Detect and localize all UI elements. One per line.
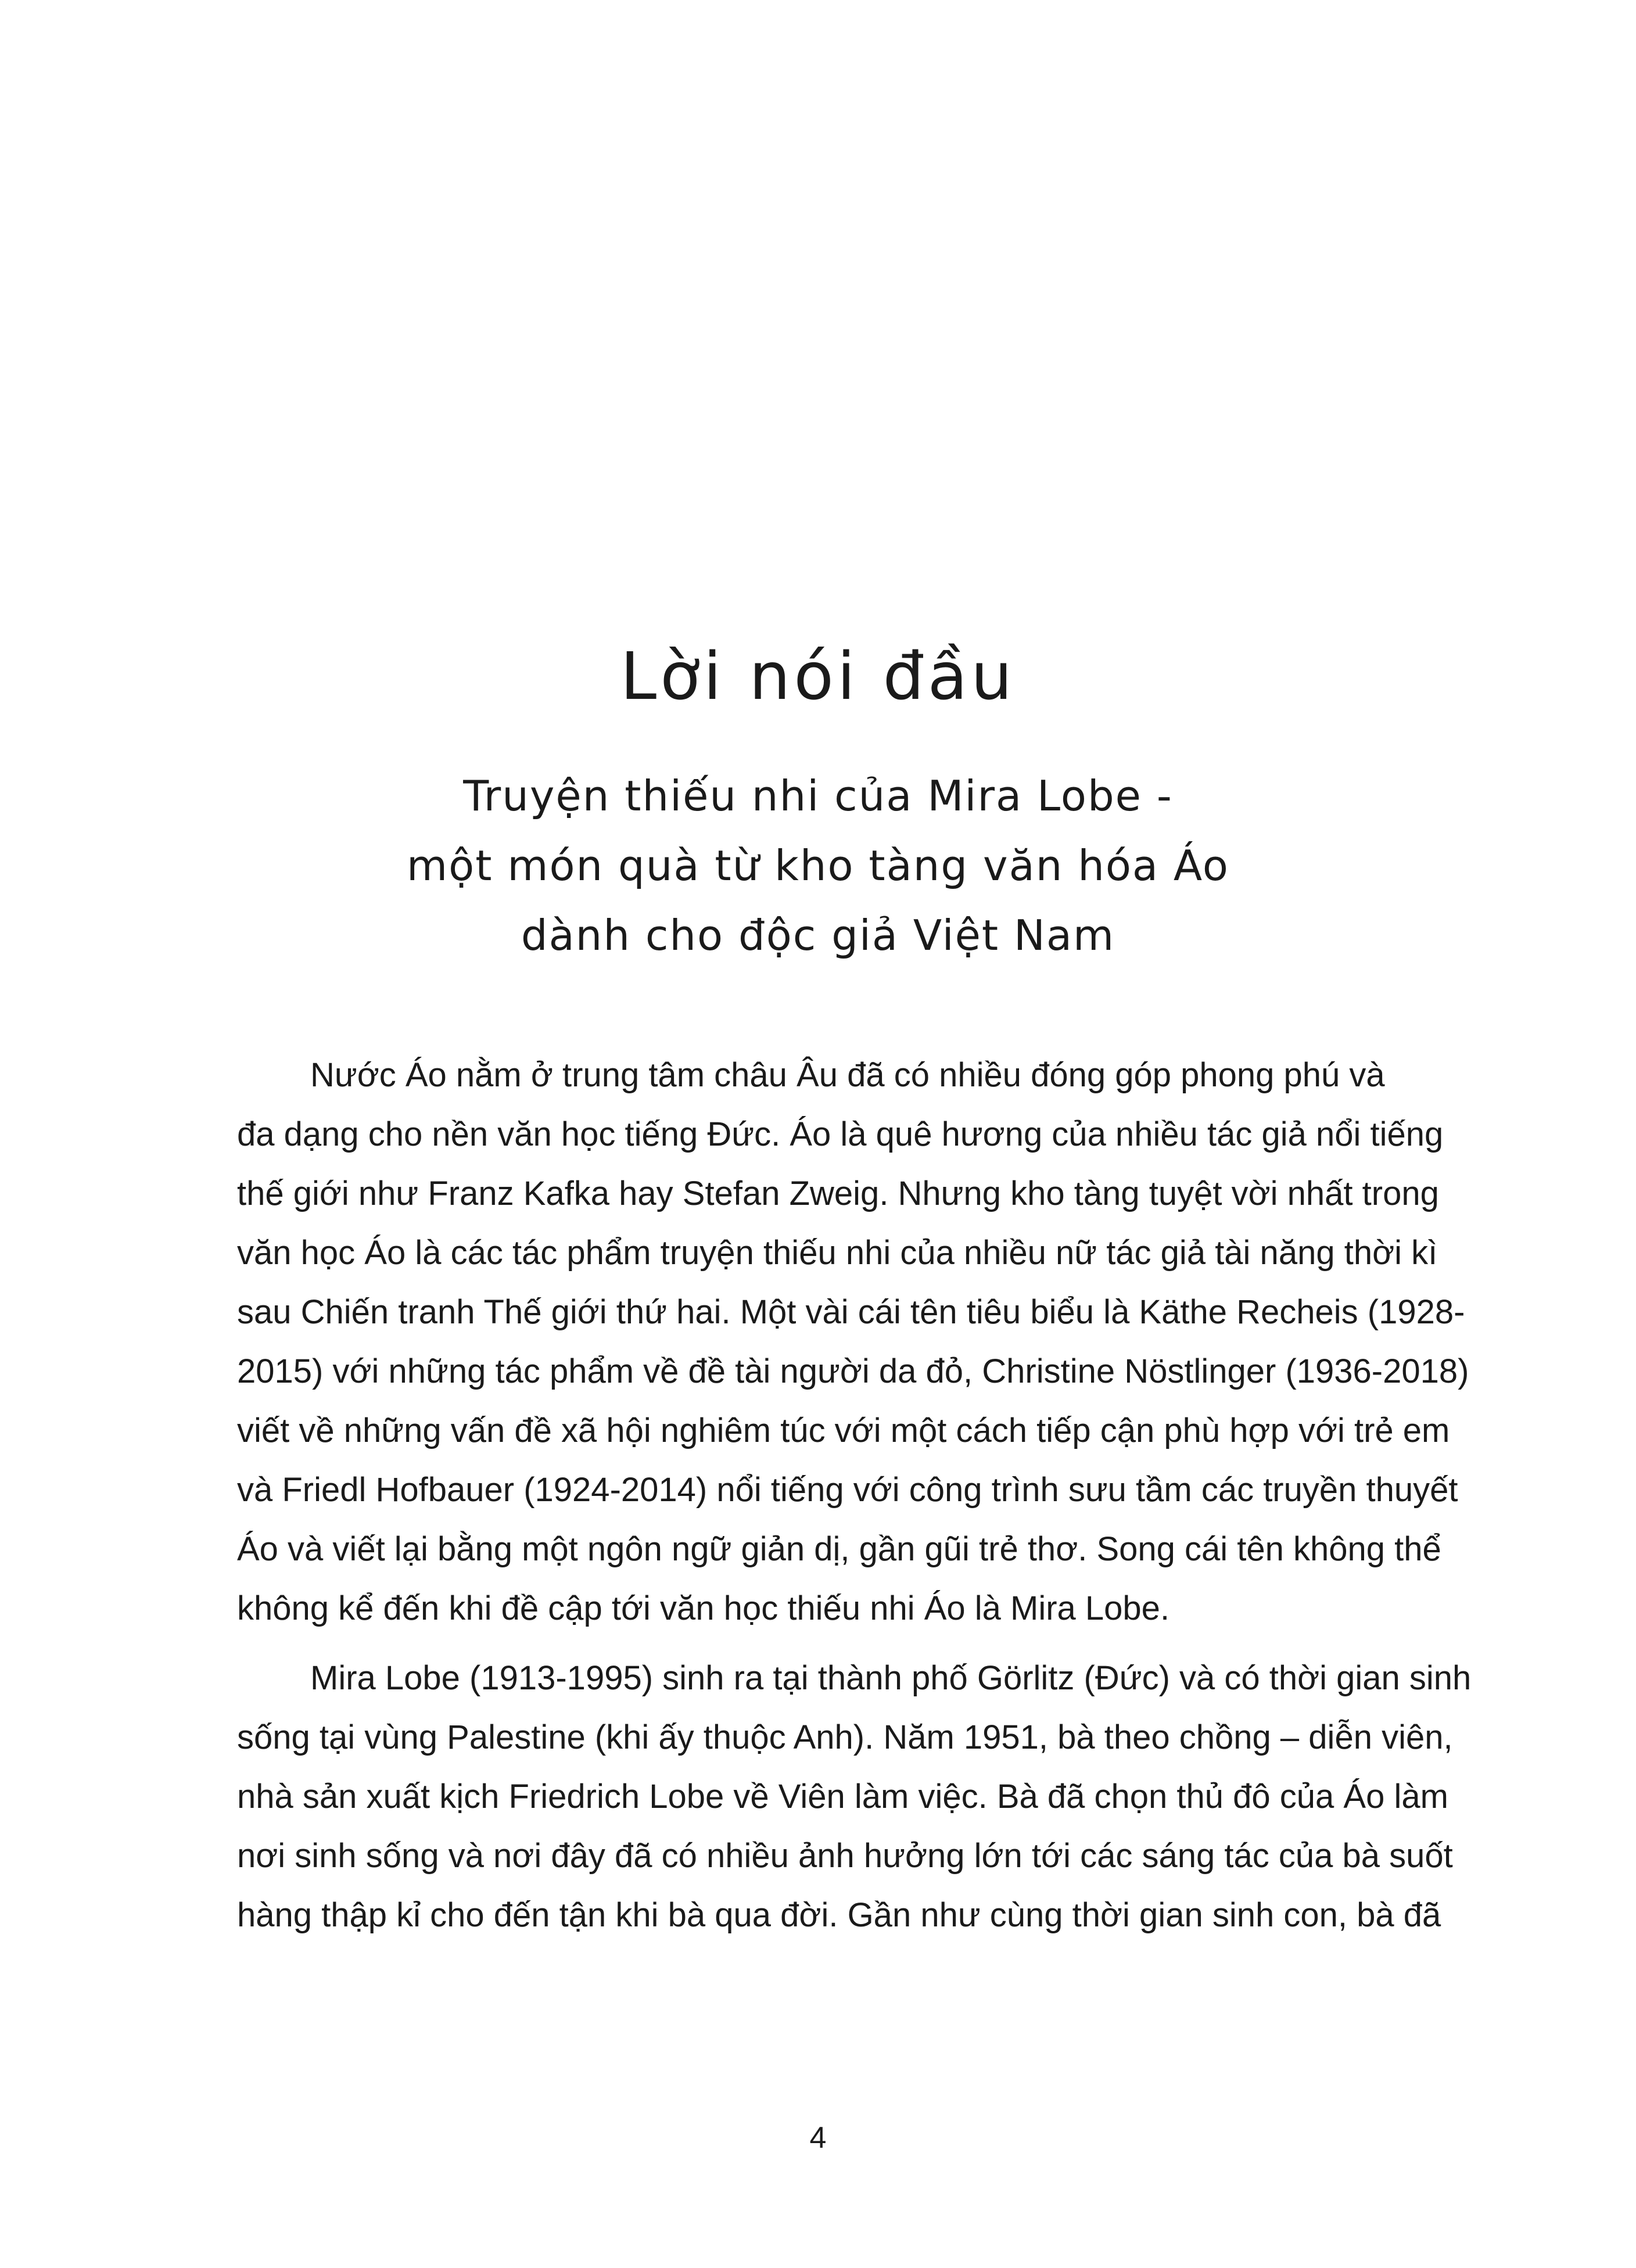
text-line: đa dạng cho nền văn học tiếng Đức. Áo là quê hương của nhiều tác giả nổi tiếng (237, 1115, 1444, 1153)
text-line: nhà sản xuất kịch Friedrich Lobe về Viên làm việc. Bà đã chọn thủ đô của Áo làm (237, 1778, 1448, 1815)
text-line: thế giới như Franz Kafka hay Stefan Zweig. Nhưng kho tàng tuyệt vời nhất trong (237, 1175, 1439, 1212)
text-line: văn học Áo là các tác phẩm truyện thiếu nhi của nhiều nữ tác giả tài năng thời kì (237, 1234, 1438, 1272)
text-line: 2015) với những tác phẩm về đề tài người da đỏ, Christine Nöstlinger (1936-2018) (237, 1352, 1469, 1390)
text-line: hàng thập kỉ cho đến tận khi bà qua đời. Gần như cùng thời gian sinh con, bà đã (237, 1896, 1441, 1934)
subtitle-line: dành cho độc giả Việt Nam (521, 911, 1115, 960)
subtitle-line: một món quà từ kho tàng văn hóa Áo (407, 841, 1229, 890)
page-title: Lời nói đầu (620, 639, 1016, 715)
text-line: và Friedl Hofbauer (1924-2014) nổi tiếng với công trình sưu tầm các truyền thuyết (237, 1471, 1458, 1509)
text-line: sau Chiến tranh Thế giới thứ hai. Một vài cái tên tiêu biểu là Käthe Recheis (1928- (237, 1293, 1465, 1331)
page-number: 4 (809, 2121, 827, 2155)
text-line: Nước Áo nằm ở trung tâm châu Âu đã có nhiều đóng góp phong phú và (310, 1056, 1385, 1094)
text-line: viết về những vấn đề xã hội nghiêm túc với một cách tiếp cận phù hợp với trẻ em (237, 1412, 1450, 1449)
text-line: không kể đến khi đề cập tới văn học thiếu nhi Áo là Mira Lobe. (237, 1589, 1170, 1627)
text-line: nơi sinh sống và nơi đây đã có nhiều ảnh hưởng lớn tới các sáng tác của bà suốt (237, 1837, 1453, 1875)
subtitle (0, 761, 1636, 970)
body-text (237, 1046, 1472, 1955)
paragraph-1 (237, 1046, 1469, 1638)
subtitle-line: Truyện thiếu nhi của Mira Lobe - (463, 771, 1173, 820)
text-line: Áo và viết lại bằng một ngôn ngữ giản dị, gần gũi trẻ thơ. Song cái tên không thể (237, 1530, 1441, 1568)
paragraph-2 (237, 1649, 1472, 1945)
text-line: sống tại vùng Palestine (khi ấy thuộc Anh). Năm 1951, bà theo chồng – diễn viên, (237, 1718, 1453, 1756)
text-line: Mira Lobe (1913-1995) sinh ra tại thành phố Görlitz (Đức) và có thời gian sinh (310, 1659, 1472, 1697)
